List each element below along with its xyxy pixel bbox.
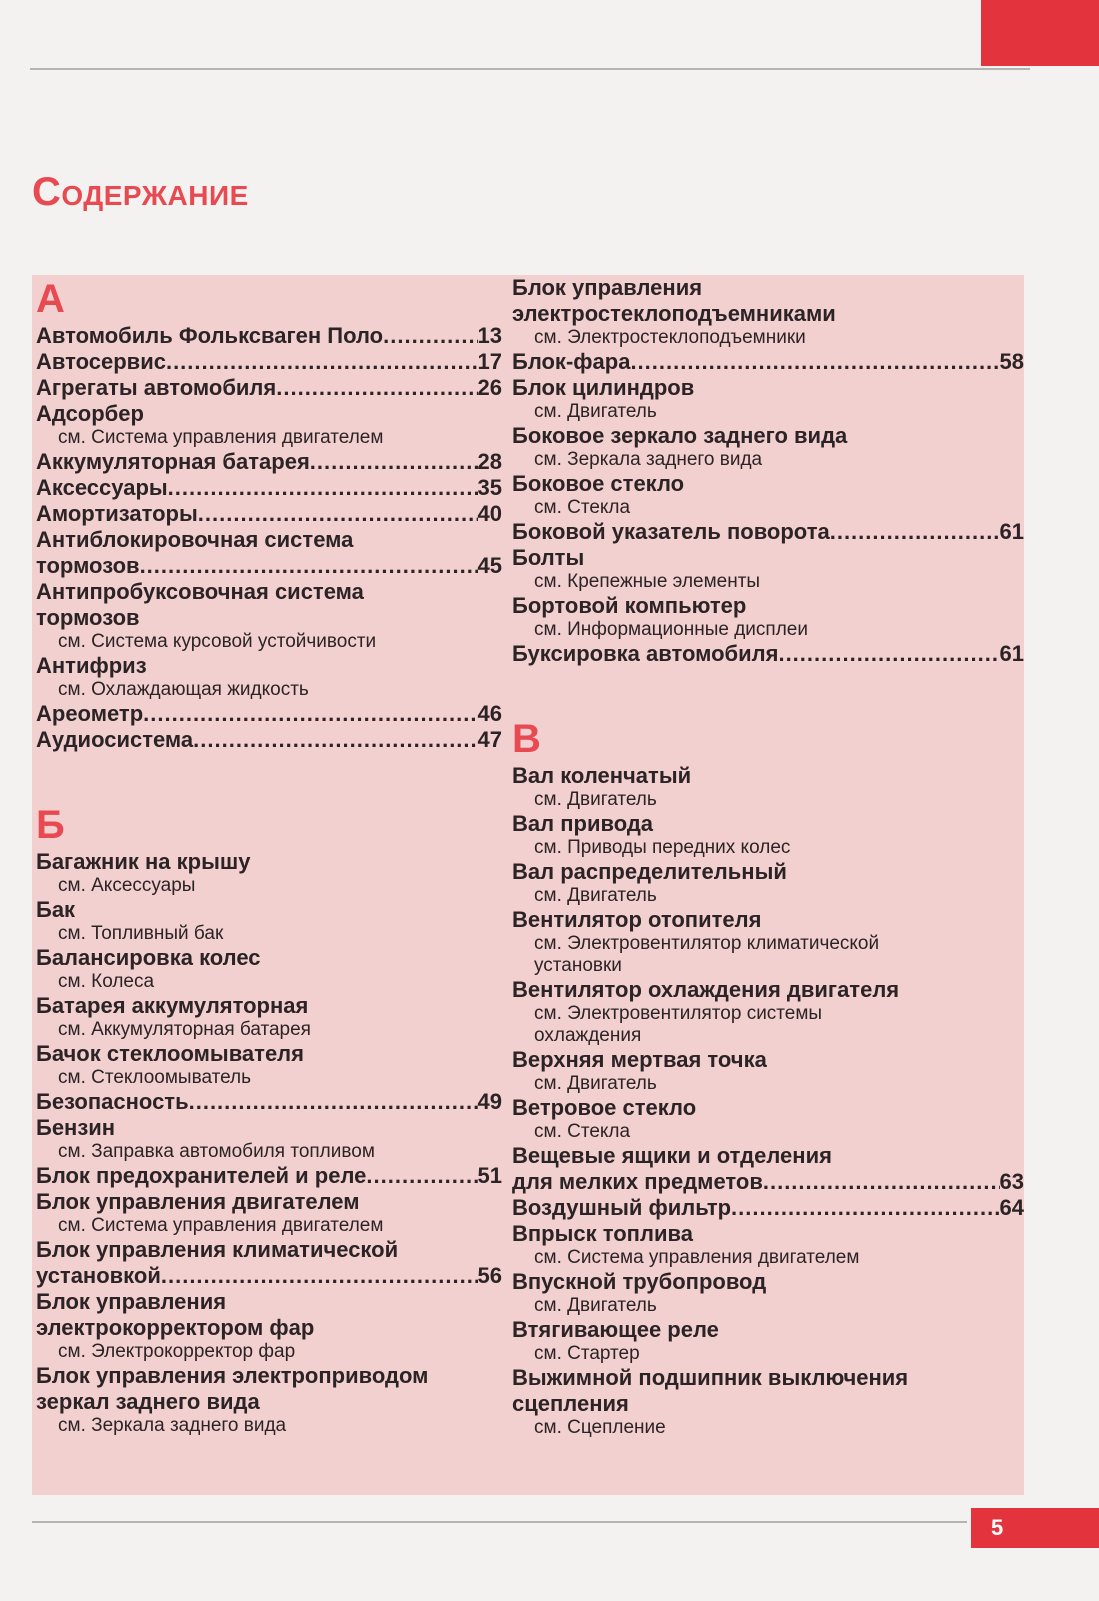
entry-term: Блок управления двигателем: [36, 1189, 360, 1214]
entry-term: тормозов: [36, 605, 140, 630]
top-divider: [30, 68, 1030, 70]
entry-term: Ветровое стекло: [512, 1095, 697, 1120]
index-entry[interactable]: [36, 897, 502, 945]
index-entry[interactable]: [36, 401, 502, 449]
see-reference: см. Аксессуары: [58, 875, 196, 896]
see-reference: см. Двигатель: [534, 789, 657, 810]
index-entry[interactable]: [512, 275, 1024, 349]
entry-term: зеркал заднего вида: [36, 1389, 260, 1414]
entry-line: [36, 475, 502, 501]
entry-term: Блок предохранителей и реле: [36, 1163, 367, 1188]
entry-term: Адсорбер: [36, 401, 144, 426]
entry-term: Боковой указатель поворота: [512, 519, 830, 544]
entry-term: Выжимной подшипник выключения: [512, 1365, 909, 1390]
index-entry[interactable]: [36, 1189, 502, 1237]
entry-term: Буксировка автомобиля: [512, 641, 779, 666]
entry-term: Балансировка колес: [36, 945, 261, 970]
entry-page: 26: [477, 375, 502, 400]
index-entry[interactable]: [512, 1195, 1024, 1221]
dot-leader: [630, 349, 999, 375]
entry-term: сцепления: [512, 1391, 629, 1416]
see-reference: см. Двигатель: [534, 1073, 657, 1094]
see-reference: см. Электростеклоподъемники: [534, 327, 806, 348]
entry-term: Вентилятор охлаждения двигателя: [512, 977, 900, 1002]
entry-term: Вал коленчатый: [512, 763, 692, 788]
index-entry[interactable]: [512, 1365, 1024, 1439]
index-entry[interactable]: [512, 1143, 1024, 1195]
index-entry[interactable]: [512, 1317, 1024, 1365]
entry-line: [512, 349, 1024, 375]
entry-term: Автомобиль Фольксваген Поло: [36, 323, 384, 348]
index-entry[interactable]: [36, 727, 502, 753]
entry-term: Блок управления электроприводом: [36, 1363, 429, 1388]
entry-page: 17: [477, 349, 502, 374]
see-reference: см. Стеклоомыватель: [58, 1067, 252, 1088]
entry-page: 63: [999, 1169, 1024, 1194]
entry-page: 28: [477, 449, 502, 474]
dot-leader: [166, 349, 478, 375]
see-reference: см. Колеса: [58, 971, 155, 992]
index-entry[interactable]: [36, 653, 502, 701]
index-entry[interactable]: [512, 907, 1024, 977]
dot-leader: [168, 475, 478, 501]
entry-page: 61: [999, 519, 1024, 544]
entry-line: [36, 449, 502, 475]
entry-line: [36, 701, 502, 727]
entry-term: электрокорректором фар: [36, 1315, 315, 1340]
entry-line: [36, 727, 502, 753]
dot-leader: [198, 501, 478, 527]
entry-term: Аккумуляторная батарея: [36, 449, 310, 474]
right-column: [502, 275, 1024, 1495]
entry-line: [36, 553, 502, 579]
see-reference: см. Стартер: [534, 1343, 640, 1364]
dot-leader: [731, 1195, 999, 1221]
entry-line: [36, 323, 502, 349]
entry-term: Втягивающее реле: [512, 1317, 719, 1342]
index-entry[interactable]: [36, 993, 502, 1041]
entry-term: Бортовой компьютер: [512, 593, 747, 618]
dot-leader: [276, 375, 477, 401]
index-entry[interactable]: [36, 1041, 502, 1089]
entry-page: 61: [999, 641, 1024, 666]
see-reference: см. Сцепление: [534, 1417, 666, 1438]
index-entry[interactable]: [36, 1115, 502, 1163]
see-reference: см. Зеркала заднего вида: [58, 1415, 287, 1436]
page-title: Содержание: [32, 170, 249, 214]
dot-leader: [161, 1263, 478, 1289]
index-entry[interactable]: [36, 323, 502, 349]
entry-line: [512, 519, 1024, 545]
dot-leader: [193, 727, 477, 753]
see-reference: см. Система управления двигателем: [534, 1247, 860, 1268]
section-letter: В: [512, 717, 541, 761]
index-entry[interactable]: [36, 849, 502, 897]
entry-term: Агрегаты автомобиля: [36, 375, 277, 400]
entry-term: установкой: [36, 1263, 161, 1288]
entry-page: 56: [477, 1263, 502, 1288]
index-entry[interactable]: [36, 1163, 502, 1189]
entry-page: 64: [999, 1195, 1024, 1220]
left-column: [32, 275, 502, 1495]
index-entry[interactable]: [512, 859, 1024, 907]
index-entry[interactable]: [512, 1047, 1024, 1095]
entry-term: Антифриз: [36, 653, 147, 678]
entry-term: Блок цилиндров: [512, 375, 695, 400]
index-entry[interactable]: [512, 423, 1024, 471]
entry-term: Впускной трубопровод: [512, 1269, 767, 1294]
see-reference: см. Система курсовой устойчивости: [58, 631, 377, 652]
entry-term: Впрыск топлива: [512, 1221, 693, 1246]
index-entry[interactable]: [512, 763, 1024, 811]
index-entry[interactable]: [36, 1089, 502, 1115]
entry-term: Воздушный фильтр: [512, 1195, 732, 1220]
entry-term: Вал распределительный: [512, 859, 787, 884]
dot-leader: [310, 449, 478, 475]
entry-term: Аудиосистема: [36, 727, 194, 752]
see-reference: см. Стекла: [534, 497, 631, 518]
see-reference: см. Система управления двигателем: [58, 427, 384, 448]
entry-term: Безопасность: [36, 1089, 189, 1114]
entry-term: Ареометр: [36, 701, 144, 726]
entry-term: Багажник на крышу: [36, 849, 251, 874]
entry-term: Вещевые ящики и отделения: [512, 1143, 832, 1168]
dot-leader: [366, 1163, 477, 1189]
see-reference: см. Крепежные элементы: [534, 571, 761, 592]
entry-term: Боковое зеркало заднего вида: [512, 423, 848, 448]
entry-page: 40: [477, 501, 502, 526]
see-reference: см. Электровентилятор системы: [534, 1003, 823, 1024]
page-number-tab: [971, 1508, 1099, 1548]
entry-page: 13: [477, 323, 502, 348]
section-letter: Б: [36, 803, 65, 847]
see-reference: см. Приводы передних колес: [534, 837, 791, 858]
index-entry[interactable]: [512, 375, 1024, 423]
section-letter: А: [36, 277, 65, 321]
see-reference: см. Информационные дисплеи: [534, 619, 808, 640]
index-entry[interactable]: [36, 527, 502, 579]
entry-term: Амортизаторы: [36, 501, 198, 526]
entry-term: для мелких предметов: [512, 1169, 763, 1194]
index-entry[interactable]: [36, 1237, 502, 1289]
entry-line: [512, 1169, 1024, 1195]
dot-leader: [143, 701, 477, 727]
entry-page: 47: [477, 727, 502, 752]
entry-term: Автосервис: [36, 349, 166, 374]
dot-leader: [830, 519, 1000, 545]
entry-term: Батарея аккумуляторная: [36, 993, 309, 1018]
index-entry[interactable]: [512, 349, 1024, 375]
index-entry[interactable]: [36, 1289, 502, 1363]
index-entry[interactable]: [512, 641, 1024, 667]
entry-line: [36, 1089, 502, 1115]
section-gap: [512, 667, 1024, 715]
index-entry[interactable]: [36, 1363, 502, 1437]
entry-line: [36, 1263, 502, 1289]
index-entry[interactable]: [512, 977, 1024, 1047]
see-reference: см. Двигатель: [534, 885, 657, 906]
index-entry[interactable]: [512, 471, 1024, 519]
index-entry[interactable]: [512, 1095, 1024, 1143]
see-reference: см. Двигатель: [534, 1295, 657, 1316]
index-entry[interactable]: [512, 811, 1024, 859]
see-reference: см. Стекла: [534, 1121, 631, 1142]
see-reference: см. Заправка автомобиля топливом: [58, 1141, 375, 1162]
see-reference: установки: [534, 955, 622, 976]
index-entry[interactable]: [36, 701, 502, 727]
entry-term: Болты: [512, 545, 585, 570]
see-reference: см. Система управления двигателем: [58, 1215, 384, 1236]
index-entry[interactable]: [36, 945, 502, 993]
index-entry[interactable]: [36, 449, 502, 475]
entry-page: 35: [477, 475, 502, 500]
see-reference: см. Аккумуляторная батарея: [58, 1019, 311, 1040]
page-number: 5: [991, 1515, 1004, 1540]
index-entry[interactable]: [512, 545, 1024, 593]
index-entry[interactable]: [36, 579, 502, 653]
entry-page: 58: [999, 349, 1024, 374]
entry-line: [512, 1195, 1024, 1221]
bottom-divider: [32, 1521, 967, 1523]
entry-page: 46: [477, 701, 502, 726]
entry-term: Блок управления: [36, 1289, 227, 1314]
contents-panel: [32, 275, 1024, 1495]
dot-leader: [383, 323, 477, 349]
entry-term: Блок управления климатической: [36, 1237, 399, 1262]
index-entry[interactable]: [512, 593, 1024, 641]
see-reference: см. Зеркала заднего вида: [534, 449, 763, 470]
see-reference: см. Двигатель: [534, 401, 657, 422]
entry-line: [36, 1163, 502, 1189]
entry-term: тормозов: [36, 553, 140, 578]
entry-page: 45: [477, 553, 502, 578]
see-reference: охлаждения: [534, 1025, 642, 1046]
see-reference: см. Электровентилятор климатической: [534, 933, 880, 954]
index-entry[interactable]: [512, 519, 1024, 545]
see-reference: см. Топливный бак: [58, 923, 224, 944]
entry-line: [512, 641, 1024, 667]
dot-leader: [189, 1089, 478, 1115]
dot-leader: [778, 641, 999, 667]
see-reference: см. Охлаждающая жидкость: [58, 679, 309, 700]
index-entry[interactable]: [36, 475, 502, 501]
entry-line: [36, 375, 502, 401]
entry-term: Антиблокировочная система: [36, 527, 354, 552]
section-gap: [36, 753, 502, 801]
index-entry[interactable]: [512, 1269, 1024, 1317]
entry-term: Антипробуксовочная система: [36, 579, 364, 604]
entry-term: электростеклоподъемниками: [512, 301, 836, 326]
index-entry[interactable]: [36, 375, 502, 401]
entry-page: 49: [477, 1089, 502, 1114]
entry-term: Бак: [36, 897, 76, 922]
entry-line: [36, 349, 502, 375]
index-entry[interactable]: [36, 501, 502, 527]
dot-leader: [763, 1169, 1000, 1195]
entry-term: Боковое стекло: [512, 471, 685, 496]
entry-term: Блок управления: [512, 275, 703, 300]
entry-term: Вал привода: [512, 811, 654, 836]
index-entry[interactable]: [36, 349, 502, 375]
entry-term: Аксессуары: [36, 475, 168, 500]
entry-term: Бензин: [36, 1115, 116, 1140]
entry-page: 51: [477, 1163, 502, 1188]
dot-leader: [140, 553, 478, 579]
top-corner-tab: [981, 0, 1099, 66]
index-entry[interactable]: [512, 1221, 1024, 1269]
entry-term: Бачок стеклоомывателя: [36, 1041, 304, 1066]
entry-term: Блок-фара: [512, 349, 631, 374]
see-reference: см. Электрокорректор фар: [58, 1341, 296, 1362]
entry-term: Верхняя мертвая точка: [512, 1047, 767, 1072]
entry-line: [36, 501, 502, 527]
entry-term: Вентилятор отопителя: [512, 907, 762, 932]
